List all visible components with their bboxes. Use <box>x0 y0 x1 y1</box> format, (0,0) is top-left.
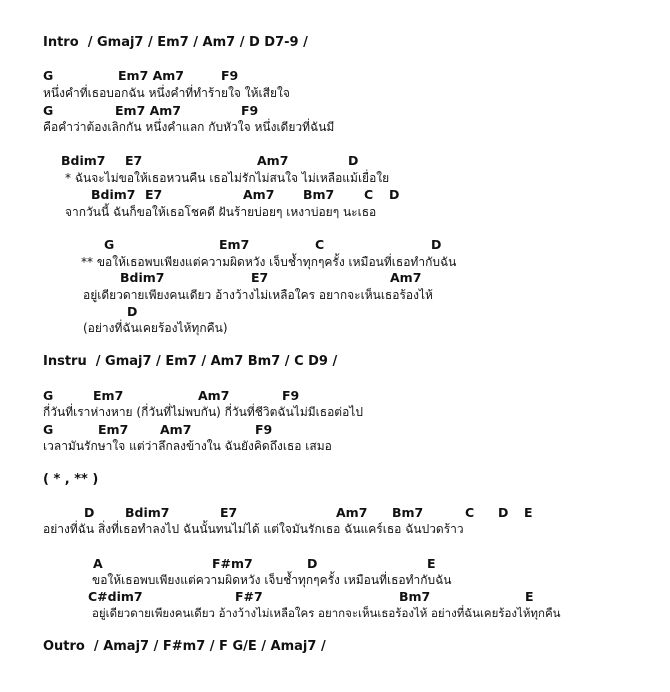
chord: E7 <box>145 187 163 202</box>
chord: G <box>43 103 54 118</box>
chord: E <box>427 556 436 571</box>
chord: C <box>465 505 475 520</box>
chord: C#dim7 <box>88 589 143 604</box>
chord: G <box>43 68 54 83</box>
chord: Am7 <box>243 187 275 202</box>
lyric-line: เวลามันรักษาใจ แต่ว่าลึกลงข้างใน ฉันยังคิดถึงเธอ เสมอ <box>43 439 332 453</box>
chord: D <box>431 237 442 252</box>
chord: G <box>43 388 54 403</box>
chord: Em7 Am7 <box>118 68 185 83</box>
chord: Am7 <box>160 422 192 437</box>
lyric-line: * ฉันจะไม่ขอให้เธอหวนคืน เธอไม่รักไม่สนใจ ไม่เหลือแม้เยื่อใย <box>65 171 390 185</box>
chord: E7 <box>251 270 269 285</box>
lyric-line: ขอให้เธอพบเพียงแต่ความผิดหวัง เจ็บช้ำทุกๆครั้ง เหมือนที่เธอทำกับฉัน <box>92 573 452 587</box>
chord: Am7 <box>390 270 422 285</box>
chord: E <box>524 505 533 520</box>
chord: G <box>43 422 54 437</box>
repeat-marker: ( * , ** ) <box>43 472 99 487</box>
chord: G <box>104 237 115 252</box>
chord: F#m7 <box>212 556 253 571</box>
chord: Em7 <box>219 237 250 252</box>
chord: A <box>93 556 103 571</box>
chord: Em7 <box>98 422 129 437</box>
chord: F#7 <box>235 589 263 604</box>
chord: Am7 <box>198 388 230 403</box>
chord: Bdim7 <box>125 505 170 520</box>
lyric-line: อย่างที่ฉัน สิ่งที่เธอทำลงไป ฉันนั้นทนไม่ได้ แต่ใจมันรักเธอ ฉันแคร์เธอ ฉันปวดร้าว <box>43 522 464 536</box>
lyric-line: หนึ่งคำที่เธอบอกฉัน หนึ่งคำที่ทำร้ายใจ ให้เสียใจ <box>43 86 290 100</box>
chord: F9 <box>241 103 259 118</box>
lyric-line: ** ขอให้เธอพบเพียงแต่ความผิดหวัง เจ็บช้ำทุกๆครั้ง เหมือนที่เธอทำกับฉัน <box>81 255 457 269</box>
lyric-line: อยู่เดียวดายเพียงคนเดียว อ้างว้างไม่เหลือใคร อยากจะเห็นเธอร้องไห้ <box>83 288 433 302</box>
lyric-line: อยู่เดียวดายเพียงคนเดียว อ้างว้างไม่เหลือใคร อยากจะเห็นเธอร้องไห้ อย่างที่ฉันเคยร้องไห้ทุกคืน <box>92 606 561 620</box>
chord: D <box>84 505 95 520</box>
chord: Bdim7 <box>91 187 136 202</box>
chord: E7 <box>125 153 143 168</box>
chord: E <box>525 589 534 604</box>
lyric-line: คือคำว่าต้องเลิกกัน หนึ่งคำแลก กับหัวใจ หนึ่งเดียวที่ฉันมี <box>43 120 335 134</box>
chord: Em7 Am7 <box>115 103 182 118</box>
chord: Bm7 <box>399 589 431 604</box>
chord: D <box>127 304 138 319</box>
chord: Am7 <box>336 505 368 520</box>
lyric-line: จากวันนี้ ฉันก็ขอให้เธอโชคดี ฝันร้ายบ่อยๆ เหงาบ่อยๆ นะเธอ <box>65 205 377 219</box>
outro-line: Outro / Amaj7 / F#m7 / F G/E / Amaj7 / <box>43 639 326 654</box>
lyric-line: (อย่างที่ฉันเคยร้องไห้ทุกคืน) <box>83 321 228 335</box>
chord: Bdim7 <box>61 153 106 168</box>
intro-line: Intro / Gmaj7 / Em7 / Am7 / D D7-9 / <box>43 35 308 50</box>
chord: F9 <box>221 68 239 83</box>
chord: E7 <box>220 505 238 520</box>
chord: D <box>348 153 359 168</box>
chord: D <box>389 187 400 202</box>
chord: Em7 <box>93 388 124 403</box>
lyric-line: กี่วันที่เราห่างหาย (กี่วันที่ไม่พบกัน) กี่วันที่ชีวิตฉันไม่มีเธอต่อไป <box>43 405 363 419</box>
chord: F9 <box>282 388 300 403</box>
chord: Bm7 <box>303 187 335 202</box>
chord: C <box>315 237 325 252</box>
chord: D <box>307 556 318 571</box>
instru-line: Instru / Gmaj7 / Em7 / Am7 Bm7 / C D9 / <box>43 354 338 369</box>
chord: F9 <box>255 422 273 437</box>
chord: Am7 <box>257 153 289 168</box>
chord: C <box>364 187 374 202</box>
chord: D <box>498 505 509 520</box>
chord: Bdim7 <box>120 270 165 285</box>
chord: Bm7 <box>392 505 424 520</box>
